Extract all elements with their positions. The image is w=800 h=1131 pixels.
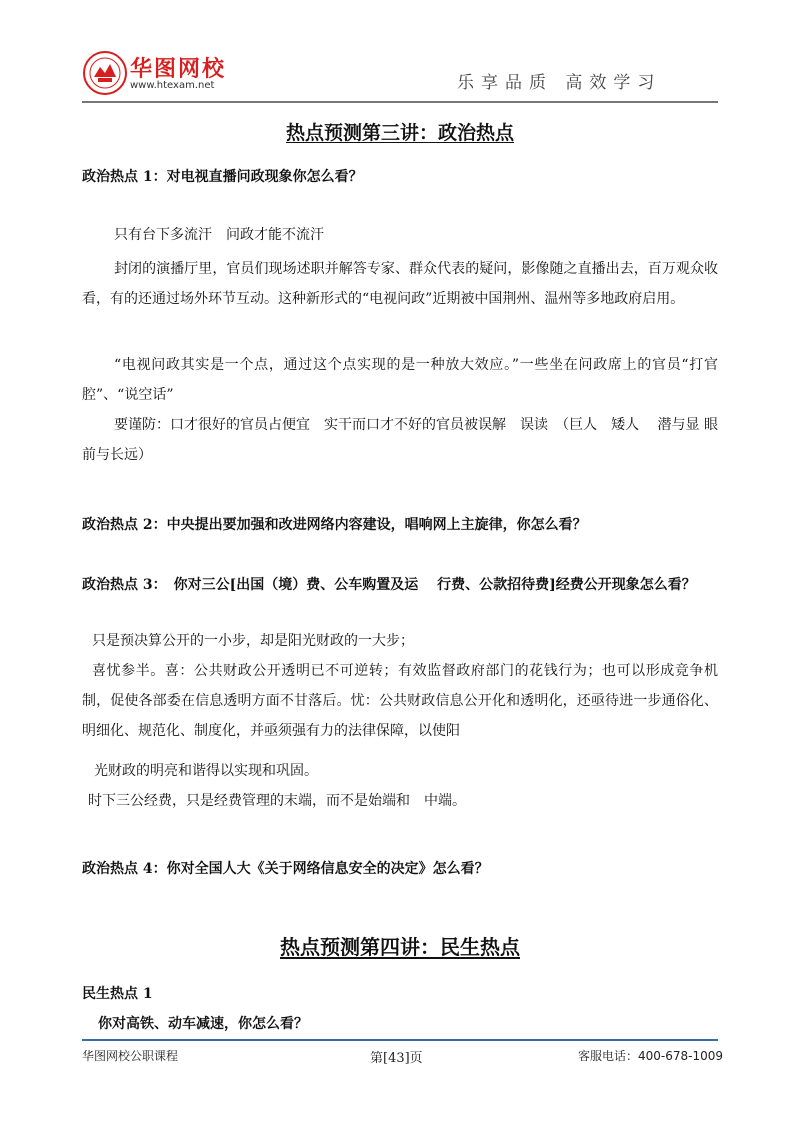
logo-emblem-icon bbox=[82, 50, 128, 96]
footer-page-number: 第[43]页 bbox=[370, 1051, 423, 1066]
topic4-heading: 政治热点 4：你对全国人大《关于网络信息安全的决定》怎么看？ bbox=[82, 861, 489, 877]
topic3-line-4: 时下三公经费，只是经费管理的末端，而不是始端和 中端。 bbox=[88, 793, 466, 809]
topic1-line-2: 封闭的演播厅里，官员们现场述职并解答专家、群众代表的疑问，影像随之直播出去，百万观众收看，有的还通过场外环节互动。这种新形式的“电视问政”近期被中国荆州、温州等多地政府启用。 bbox=[82, 261, 718, 307]
footer-left: 华图网校公职课程 bbox=[82, 1049, 179, 1063]
header-rule bbox=[82, 101, 718, 103]
topic1-line-3: “电视问政其实是一个点，通过这个点实现的是一种放大效应。”一些坐在问政席上的官员“打官腔”、“说空话” bbox=[82, 357, 718, 403]
topic1-heading: 政治热点 1：对电视直播问政现象你怎么看？ bbox=[82, 169, 363, 185]
topic1-line-4: 要谨防：口才很好的官员占便宜 实干而口才不好的官员被误解 误读 （巨人 矮人 潜与显 眼前与长远） bbox=[82, 417, 718, 463]
topic3-line-3: 光财政的明亮和谐得以实现和巩固。 bbox=[94, 763, 318, 779]
logo-url: www.htexam.net bbox=[130, 80, 215, 91]
section4-topic1-question: 你对高铁、动车减速，你怎么看？ bbox=[98, 1016, 308, 1032]
logo-name: 华图网校 bbox=[130, 57, 227, 82]
topic3-line-1: 只是预决算公开的一小步，却是阳光财政的一大步； bbox=[92, 633, 414, 649]
footer-rule bbox=[82, 1039, 718, 1041]
footer-right: 客服电话：400-678-1009 bbox=[578, 1049, 724, 1063]
section4-topic1-heading: 民生热点 1 bbox=[82, 986, 153, 1002]
topic3-heading: 政治热点 3： 你对三公[出国（境）费、公车购置及运 行费、公款招待费]经费公开现象怎么看？ bbox=[82, 577, 696, 593]
section3-title: 热点预测第三讲：政治热点 bbox=[285, 122, 514, 144]
topic3-line-2: 喜忧参半。喜：公共财政公开透明已不可逆转；有效监督政府部门的花钱行为；也可以形成竞争机制，促使各部委在信息透明方面不甘落后。忧：公共财政信息公开化和透明化，还亟待进一步通俗化、明细化、规范化、制度化，并亟须强有力的法律保障，以使阳 bbox=[82, 663, 718, 739]
topic1-line-1: 只有台下多流汗 问政才能不流汗 bbox=[114, 227, 324, 243]
section4-title: 热点预测第四讲：民生热点 bbox=[280, 935, 520, 959]
topic2-heading: 政治热点 2：中央提出要加强和改进网络内容建设，唱响网上主旋律，你怎么看？ bbox=[82, 517, 587, 533]
slogan: 乐享品质 高效学习 bbox=[457, 73, 662, 93]
